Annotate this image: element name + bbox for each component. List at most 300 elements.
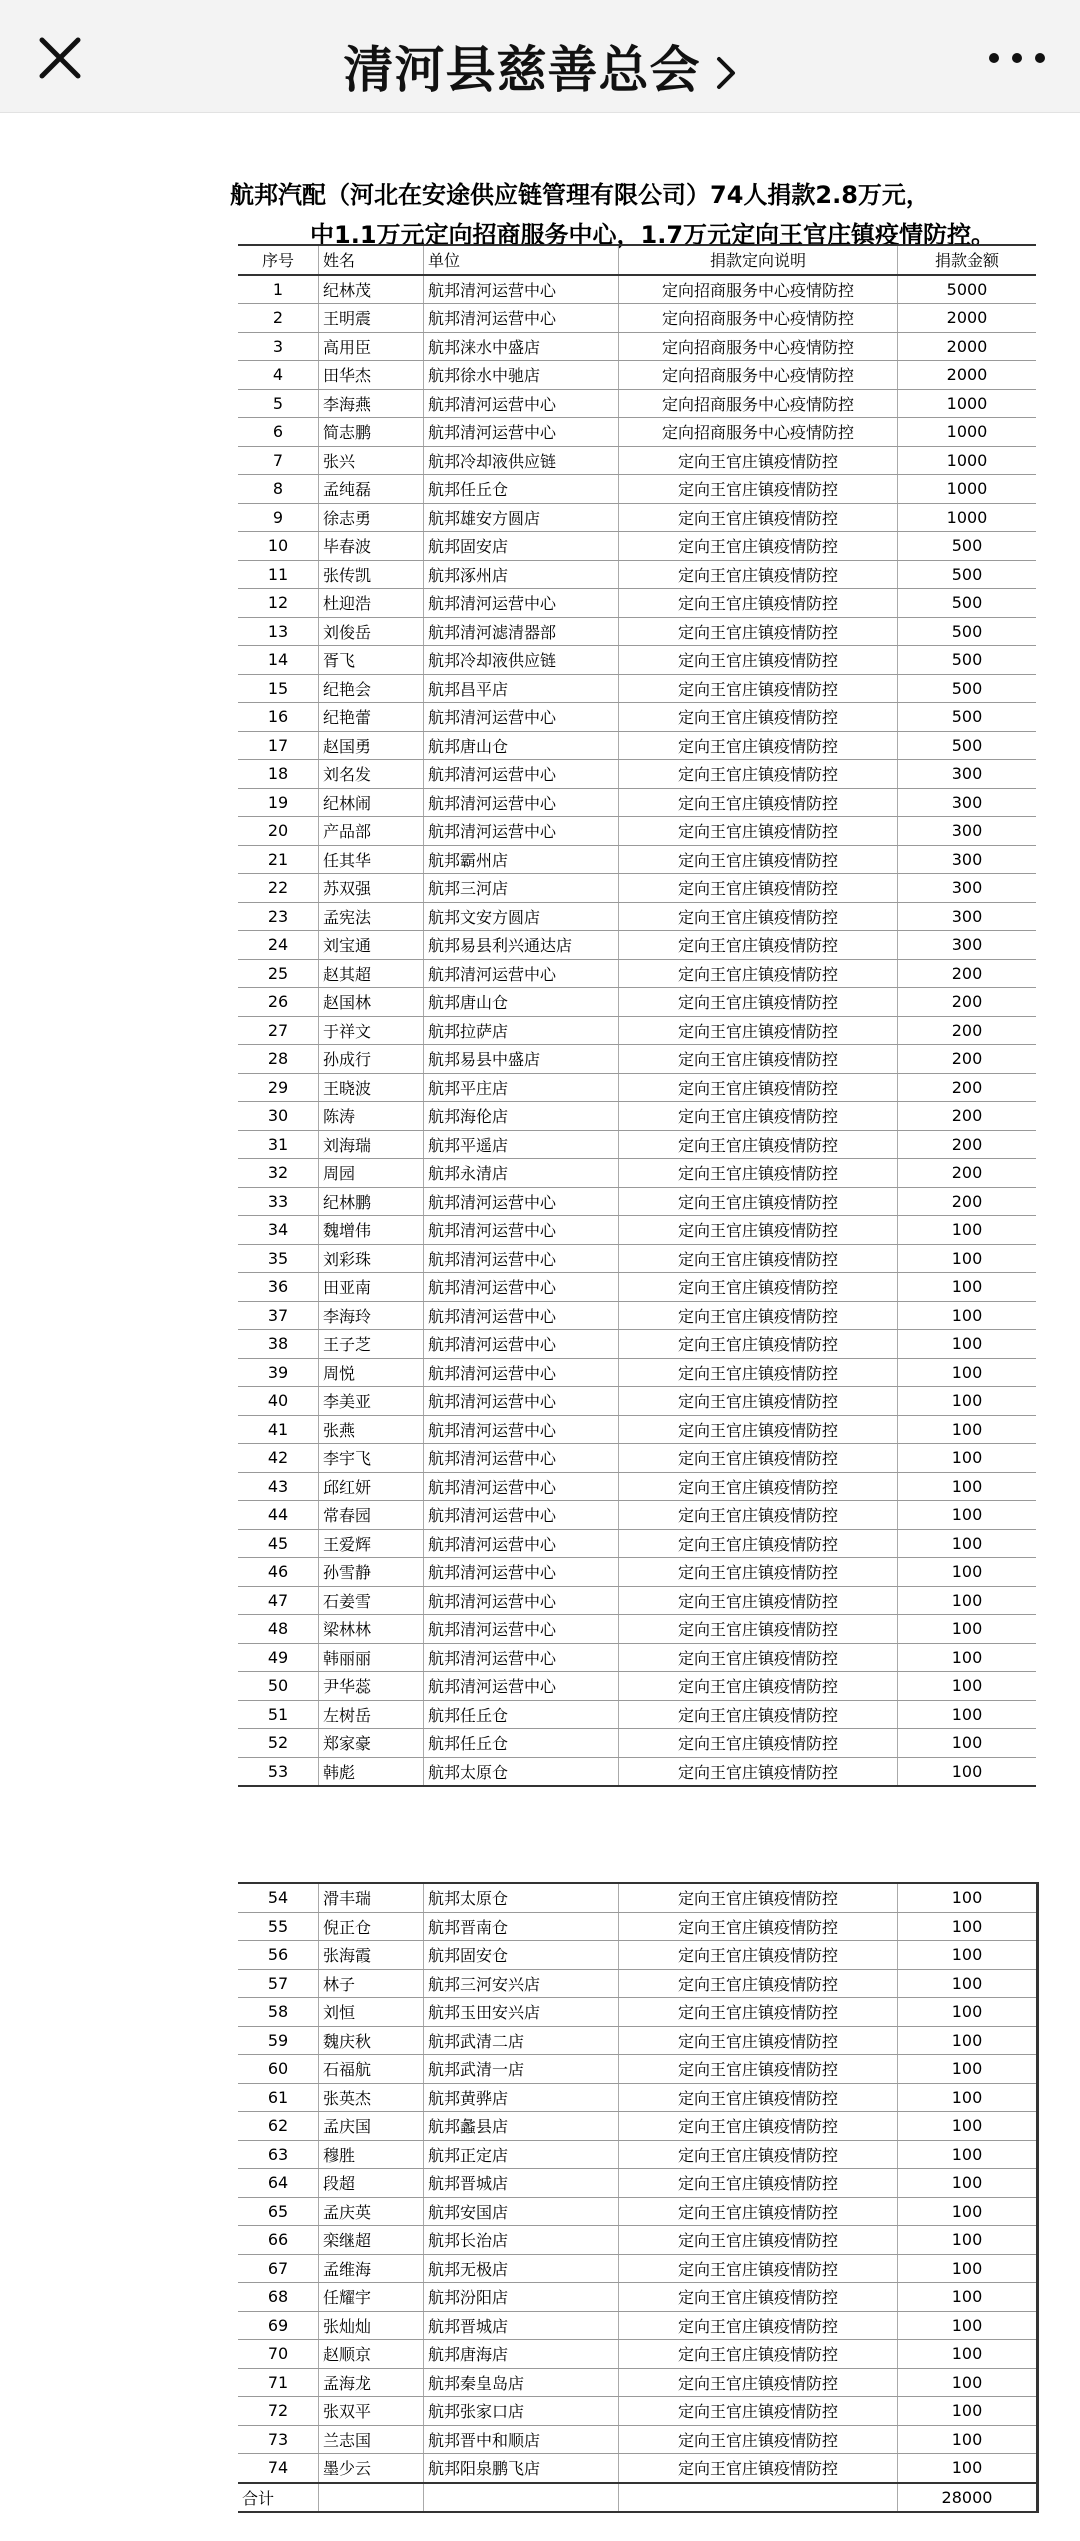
table-row: [238, 1244, 1036, 1273]
cell-amount: 100: [898, 1558, 1037, 1587]
col-header-amount: 捐款金额: [898, 245, 1037, 275]
heading-line-1: 航邦汽配（河北在安途供应链管理有限公司）74人捐款2.8万元，: [230, 181, 930, 209]
cell-no: 44: [238, 1501, 319, 1530]
table-row: [238, 2026, 1038, 2055]
cell-desc: 定向王官庄镇疫情防控: [619, 2140, 898, 2169]
cell-amount: 100: [898, 1757, 1037, 1786]
cell-name: 张灿灿: [319, 2311, 424, 2340]
cell-amount: 200: [898, 1102, 1037, 1131]
cell-name: 倪正仓: [319, 1912, 424, 1941]
cell-no: 65: [238, 2197, 319, 2226]
cell-desc: 定向王官庄镇疫情防控: [619, 2454, 898, 2483]
cell-name: 滑丰瑞: [319, 1883, 424, 1912]
table-row: [238, 731, 1036, 760]
cell-name: 刘海瑞: [319, 1130, 424, 1159]
cell-amount: 100: [898, 2283, 1038, 2312]
table-row: [238, 1415, 1036, 1444]
cell-unit: 航邦无极店: [424, 2254, 619, 2283]
cell-unit: 航邦清河运营中心: [424, 1187, 619, 1216]
cell-amount: 1000: [898, 389, 1037, 418]
cell-no: 63: [238, 2140, 319, 2169]
table-row: [238, 446, 1036, 475]
table-row: [238, 1187, 1036, 1216]
cell-desc: 定向王官庄镇疫情防控: [619, 2197, 898, 2226]
cell-no: 73: [238, 2425, 319, 2454]
cell-no: 15: [238, 674, 319, 703]
cell-desc: 定向王官庄镇疫情防控: [619, 560, 898, 589]
cell-unit: 航邦清河运营中心: [424, 275, 619, 304]
table-row: [238, 646, 1036, 675]
cell-unit: 航邦三河安兴店: [424, 1969, 619, 1998]
table-row: [238, 560, 1036, 589]
total-empty: [319, 2483, 424, 2513]
cell-name: 石姜雪: [319, 1586, 424, 1615]
cell-amount: 1000: [898, 503, 1037, 532]
table-row: [238, 674, 1036, 703]
cell-name: 孟庆英: [319, 2197, 424, 2226]
cell-desc: 定向王官庄镇疫情防控: [619, 2425, 898, 2454]
table-row: [238, 1529, 1036, 1558]
cell-name: 纪林茂: [319, 275, 424, 304]
cell-no: 52: [238, 1729, 319, 1758]
cell-name: 王晓波: [319, 1073, 424, 1102]
cell-amount: 100: [898, 2226, 1038, 2255]
cell-unit: 航邦玉田安兴店: [424, 1998, 619, 2027]
cell-unit: 航邦固安仓: [424, 1941, 619, 1970]
cell-desc: 定向王官庄镇疫情防控: [619, 931, 898, 960]
table-row: [238, 1358, 1036, 1387]
cell-desc: 定向王官庄镇疫情防控: [619, 617, 898, 646]
total-value: 28000: [898, 2483, 1038, 2513]
table-row: [238, 1444, 1036, 1473]
cell-unit: 航邦清河运营中心: [424, 1387, 619, 1416]
cell-name: 杜迎浩: [319, 589, 424, 618]
cell-no: 29: [238, 1073, 319, 1102]
cell-unit: 航邦徐水中驰店: [424, 361, 619, 390]
table-row: [238, 2169, 1038, 2198]
cell-amount: 500: [898, 703, 1037, 732]
cell-amount: 500: [898, 731, 1037, 760]
table-row: [238, 418, 1036, 447]
table-row: [238, 1130, 1036, 1159]
cell-desc: 定向王官庄镇疫情防控: [619, 1444, 898, 1473]
cell-amount: 100: [898, 1941, 1038, 1970]
cell-amount: 100: [898, 1444, 1037, 1473]
cell-name: 左树岳: [319, 1700, 424, 1729]
cell-desc: 定向招商服务中心疫情防控: [619, 389, 898, 418]
cell-desc: 定向王官庄镇疫情防控: [619, 1998, 898, 2027]
cell-unit: 航邦平庄店: [424, 1073, 619, 1102]
cell-amount: 2000: [898, 361, 1037, 390]
cell-desc: 定向王官庄镇疫情防控: [619, 589, 898, 618]
cell-unit: 航邦武清一店: [424, 2055, 619, 2084]
table-row: [238, 1102, 1036, 1131]
cell-name: 栾继超: [319, 2226, 424, 2255]
cell-no: 66: [238, 2226, 319, 2255]
cell-name: 任耀宇: [319, 2283, 424, 2312]
cell-amount: 300: [898, 874, 1037, 903]
cell-desc: 定向王官庄镇疫情防控: [619, 503, 898, 532]
table-row: [238, 2454, 1038, 2483]
table-row: [238, 988, 1036, 1017]
cell-no: 28: [238, 1045, 319, 1074]
cell-name: 陈涛: [319, 1102, 424, 1131]
cell-desc: 定向王官庄镇疫情防控: [619, 760, 898, 789]
cell-unit: 航邦涞水中盛店: [424, 332, 619, 361]
cell-unit: 航邦黄骅店: [424, 2083, 619, 2112]
cell-desc: 定向王官庄镇疫情防控: [619, 1187, 898, 1216]
cell-unit: 航邦清河运营中心: [424, 418, 619, 447]
table-row: [238, 931, 1036, 960]
cell-desc: 定向招商服务中心疫情防控: [619, 332, 898, 361]
cell-name: 刘宝通: [319, 931, 424, 960]
cell-desc: 定向王官庄镇疫情防控: [619, 1941, 898, 1970]
cell-unit: 航邦清河滤清器部: [424, 617, 619, 646]
cell-desc: 定向王官庄镇疫情防控: [619, 1529, 898, 1558]
cell-name: 韩彪: [319, 1757, 424, 1786]
cell-no: 68: [238, 2283, 319, 2312]
table-body-part-2: [238, 1883, 1038, 2483]
cell-amount: 1000: [898, 446, 1037, 475]
cell-name: 孟海龙: [319, 2368, 424, 2397]
cell-amount: 300: [898, 788, 1037, 817]
cell-desc: 定向招商服务中心疫情防控: [619, 361, 898, 390]
cell-name: 张传凯: [319, 560, 424, 589]
cell-desc: 定向王官庄镇疫情防控: [619, 1016, 898, 1045]
cell-no: 57: [238, 1969, 319, 1998]
chevron-right-icon: [715, 45, 737, 103]
cell-desc: 定向王官庄镇疫情防控: [619, 1501, 898, 1530]
cell-unit: 航邦清河运营中心: [424, 788, 619, 817]
cell-amount: 100: [898, 2026, 1038, 2055]
document-image: [0, 113, 1080, 2541]
cell-amount: 100: [898, 1301, 1037, 1330]
cell-desc: 定向王官庄镇疫情防控: [619, 1558, 898, 1587]
table-row: [238, 1472, 1036, 1501]
cell-name: 刘名发: [319, 760, 424, 789]
nav-title-link[interactable]: [0, 30, 1080, 103]
cell-amount: 1000: [898, 475, 1037, 504]
col-header-no: 序号: [238, 245, 319, 275]
table-header-row: [238, 245, 1036, 275]
cell-unit: 航邦清河运营中心: [424, 1216, 619, 1245]
cell-unit: 航邦唐山仓: [424, 731, 619, 760]
table-row: [238, 1216, 1036, 1245]
cell-no: 8: [238, 475, 319, 504]
cell-no: 39: [238, 1358, 319, 1387]
cell-no: 53: [238, 1757, 319, 1786]
cell-unit: 航邦清河运营中心: [424, 1273, 619, 1302]
cell-name: 周园: [319, 1159, 424, 1188]
cell-no: 74: [238, 2454, 319, 2483]
cell-desc: 定向王官庄镇疫情防控: [619, 646, 898, 675]
cell-name: 徐志勇: [319, 503, 424, 532]
cell-no: 58: [238, 1998, 319, 2027]
cell-name: 邱红妍: [319, 1472, 424, 1501]
cell-unit: 航邦太原仓: [424, 1883, 619, 1912]
cell-name: 毕春波: [319, 532, 424, 561]
cell-amount: 300: [898, 931, 1037, 960]
cell-name: 张兴: [319, 446, 424, 475]
cell-desc: 定向王官庄镇疫情防控: [619, 2169, 898, 2198]
table-row: [238, 617, 1036, 646]
cell-amount: 100: [898, 1672, 1037, 1701]
table-row: [238, 817, 1036, 846]
cell-amount: 100: [898, 2311, 1038, 2340]
cell-no: 16: [238, 703, 319, 732]
cell-no: 12: [238, 589, 319, 618]
cell-amount: 300: [898, 760, 1037, 789]
donation-table-part-1: [238, 244, 1036, 1787]
cell-name: 孟纯磊: [319, 475, 424, 504]
cell-name: 郑家豪: [319, 1729, 424, 1758]
cell-desc: 定向王官庄镇疫情防控: [619, 902, 898, 931]
cell-desc: 定向招商服务中心疫情防控: [619, 304, 898, 333]
cell-desc: 定向王官庄镇疫情防控: [619, 1883, 898, 1912]
cell-amount: 1000: [898, 418, 1037, 447]
cell-no: 51: [238, 1700, 319, 1729]
cell-unit: 航邦冷却液供应链: [424, 446, 619, 475]
cell-amount: 100: [898, 1586, 1037, 1615]
table-row: [238, 760, 1036, 789]
cell-unit: 航邦清河运营中心: [424, 1672, 619, 1701]
cell-unit: 航邦清河运营中心: [424, 1529, 619, 1558]
table-row: [238, 1387, 1036, 1416]
cell-unit: 航邦昌平店: [424, 674, 619, 703]
cell-name: 纪林闹: [319, 788, 424, 817]
cell-desc: 定向王官庄镇疫情防控: [619, 2311, 898, 2340]
cell-no: 30: [238, 1102, 319, 1131]
cell-name: 尹华蕊: [319, 1672, 424, 1701]
cell-unit: 航邦安国店: [424, 2197, 619, 2226]
cell-unit: 航邦清河运营中心: [424, 1244, 619, 1273]
cell-amount: 100: [898, 1387, 1037, 1416]
cell-no: 2: [238, 304, 319, 333]
cell-no: 18: [238, 760, 319, 789]
cell-desc: 定向王官庄镇疫情防控: [619, 2283, 898, 2312]
cell-desc: 定向王官庄镇疫情防控: [619, 703, 898, 732]
cell-no: 38: [238, 1330, 319, 1359]
cell-amount: 100: [898, 1729, 1037, 1758]
cell-desc: 定向王官庄镇疫情防控: [619, 532, 898, 561]
cell-desc: 定向王官庄镇疫情防控: [619, 475, 898, 504]
table-row: [238, 2340, 1038, 2369]
cell-name: 韩丽丽: [319, 1643, 424, 1672]
cell-name: 李宇飞: [319, 1444, 424, 1473]
table-row: [238, 1615, 1036, 1644]
cell-no: 32: [238, 1159, 319, 1188]
table-row: [238, 1912, 1038, 1941]
cell-name: 纪艳会: [319, 674, 424, 703]
cell-amount: 500: [898, 674, 1037, 703]
cell-unit: 航邦易县利兴通达店: [424, 931, 619, 960]
table-row: [238, 1159, 1036, 1188]
cell-no: 41: [238, 1415, 319, 1444]
cell-name: 刘恒: [319, 1998, 424, 2027]
cell-amount: 500: [898, 532, 1037, 561]
top-nav-bar: [0, 0, 1080, 113]
cell-name: 任其华: [319, 845, 424, 874]
cell-amount: 100: [898, 1216, 1037, 1245]
cell-amount: 100: [898, 2368, 1038, 2397]
cell-name: 产品部: [319, 817, 424, 846]
cell-unit: 航邦清河运营中心: [424, 304, 619, 333]
cell-amount: 500: [898, 560, 1037, 589]
table-row: [238, 1757, 1036, 1786]
table-row: [238, 1558, 1036, 1587]
cell-unit: 航邦平遥店: [424, 1130, 619, 1159]
cell-name: 王子芝: [319, 1330, 424, 1359]
table-row: [238, 845, 1036, 874]
cell-amount: 100: [898, 2055, 1038, 2084]
cell-desc: 定向招商服务中心疫情防控: [619, 418, 898, 447]
cell-desc: 定向王官庄镇疫情防控: [619, 2083, 898, 2112]
cell-no: 13: [238, 617, 319, 646]
cell-no: 21: [238, 845, 319, 874]
cell-no: 24: [238, 931, 319, 960]
cell-no: 67: [238, 2254, 319, 2283]
col-header-desc: 捐款定向说明: [619, 245, 898, 275]
cell-unit: 航邦任丘仓: [424, 1729, 619, 1758]
cell-no: 7: [238, 446, 319, 475]
cell-amount: 100: [898, 1358, 1037, 1387]
cell-no: 5: [238, 389, 319, 418]
cell-unit: 航邦晋城店: [424, 2311, 619, 2340]
cell-unit: 航邦秦皇岛店: [424, 2368, 619, 2397]
cell-amount: 200: [898, 959, 1037, 988]
table-row: [238, 2055, 1038, 2084]
cell-desc: 定向王官庄镇疫情防控: [619, 1387, 898, 1416]
document-heading: [230, 175, 1050, 255]
total-empty: [424, 2483, 619, 2513]
cell-amount: 100: [898, 1415, 1037, 1444]
cell-desc: 定向王官庄镇疫情防控: [619, 1244, 898, 1273]
cell-no: 35: [238, 1244, 319, 1273]
cell-desc: 定向王官庄镇疫情防控: [619, 1130, 898, 1159]
cell-no: 3: [238, 332, 319, 361]
cell-amount: 2000: [898, 332, 1037, 361]
cell-no: 72: [238, 2397, 319, 2426]
cell-unit: 航邦张家口店: [424, 2397, 619, 2426]
cell-desc: 定向王官庄镇疫情防控: [619, 1700, 898, 1729]
cell-desc: 定向王官庄镇疫情防控: [619, 1159, 898, 1188]
cell-unit: 航邦清河运营中心: [424, 1615, 619, 1644]
table-row: [238, 1700, 1036, 1729]
table-row: [238, 2197, 1038, 2226]
cell-unit: 航邦蠡县店: [424, 2112, 619, 2141]
cell-desc: 定向王官庄镇疫情防控: [619, 2254, 898, 2283]
table-body-part-1: [238, 275, 1036, 1787]
cell-desc: 定向王官庄镇疫情防控: [619, 845, 898, 874]
cell-name: 穆胜: [319, 2140, 424, 2169]
table-row: [238, 1501, 1036, 1530]
more-button[interactable]: [982, 36, 1052, 80]
table-row: [238, 503, 1036, 532]
cell-no: 70: [238, 2340, 319, 2369]
cell-amount: 100: [898, 1472, 1037, 1501]
cell-no: 49: [238, 1643, 319, 1672]
cell-desc: 定向王官庄镇疫情防控: [619, 674, 898, 703]
table-row: [238, 902, 1036, 931]
cell-unit: 航邦清河运营中心: [424, 589, 619, 618]
cell-name: 林子: [319, 1969, 424, 1998]
cell-desc: 定向王官庄镇疫情防控: [619, 1757, 898, 1786]
cell-desc: 定向王官庄镇疫情防控: [619, 2112, 898, 2141]
cell-amount: 300: [898, 817, 1037, 846]
cell-unit: 航邦唐山仓: [424, 988, 619, 1017]
cell-unit: 航邦清河运营中心: [424, 1501, 619, 1530]
cell-no: 56: [238, 1941, 319, 1970]
cell-amount: 100: [898, 1501, 1037, 1530]
cell-unit: 航邦涿州店: [424, 560, 619, 589]
cell-desc: 定向王官庄镇疫情防控: [619, 788, 898, 817]
cell-name: 魏庆秋: [319, 2026, 424, 2055]
cell-desc: 定向王官庄镇疫情防控: [619, 2397, 898, 2426]
cell-name: 李海燕: [319, 389, 424, 418]
cell-unit: 航邦晋南仓: [424, 1912, 619, 1941]
cell-amount: 100: [898, 2254, 1038, 2283]
table-row: [238, 1586, 1036, 1615]
cell-no: 10: [238, 532, 319, 561]
cell-unit: 航邦清河运营中心: [424, 1472, 619, 1501]
cell-no: 37: [238, 1301, 319, 1330]
cell-name: 胥飞: [319, 646, 424, 675]
cell-desc: 定向王官庄镇疫情防控: [619, 1330, 898, 1359]
cell-unit: 航邦永清店: [424, 1159, 619, 1188]
table-row: [238, 589, 1036, 618]
cell-amount: 100: [898, 2169, 1038, 2198]
cell-name: 张燕: [319, 1415, 424, 1444]
cell-name: 魏增伟: [319, 1216, 424, 1245]
cell-unit: 航邦唐海店: [424, 2340, 619, 2369]
cell-desc: 定向王官庄镇疫情防控: [619, 817, 898, 846]
cell-unit: 航邦清河运营中心: [424, 389, 619, 418]
donation-table-part-2: [238, 1882, 1039, 2513]
cell-no: 43: [238, 1472, 319, 1501]
cell-amount: 100: [898, 2197, 1038, 2226]
cell-unit: 航邦清河运营中心: [424, 703, 619, 732]
cell-name: 孟维海: [319, 2254, 424, 2283]
cell-no: 46: [238, 1558, 319, 1587]
table-row: [238, 1643, 1036, 1672]
cell-desc: 定向王官庄镇疫情防控: [619, 446, 898, 475]
table-row: [238, 532, 1036, 561]
cell-desc: 定向王官庄镇疫情防控: [619, 1586, 898, 1615]
cell-no: 71: [238, 2368, 319, 2397]
cell-amount: 100: [898, 1244, 1037, 1273]
cell-no: 33: [238, 1187, 319, 1216]
cell-unit: 航邦晋中和顺店: [424, 2425, 619, 2454]
cell-desc: 定向王官庄镇疫情防控: [619, 959, 898, 988]
cell-amount: 200: [898, 988, 1037, 1017]
cell-unit: 航邦清河运营中心: [424, 760, 619, 789]
cell-desc: 定向王官庄镇疫情防控: [619, 1216, 898, 1245]
table-row: [238, 2083, 1038, 2112]
cell-name: 张海霞: [319, 1941, 424, 1970]
more-icon: [982, 36, 1052, 80]
cell-no: 62: [238, 2112, 319, 2141]
cell-unit: 航邦海伦店: [424, 1102, 619, 1131]
cell-desc: 定向王官庄镇疫情防控: [619, 2055, 898, 2084]
cell-desc: 定向王官庄镇疫情防控: [619, 1729, 898, 1758]
table-row: [238, 1045, 1036, 1074]
cell-name: 纪艳蕾: [319, 703, 424, 732]
table-row: [238, 2311, 1038, 2340]
cell-unit: 航邦易县中盛店: [424, 1045, 619, 1074]
table-row: [238, 1273, 1036, 1302]
cell-no: 17: [238, 731, 319, 760]
cell-no: 19: [238, 788, 319, 817]
